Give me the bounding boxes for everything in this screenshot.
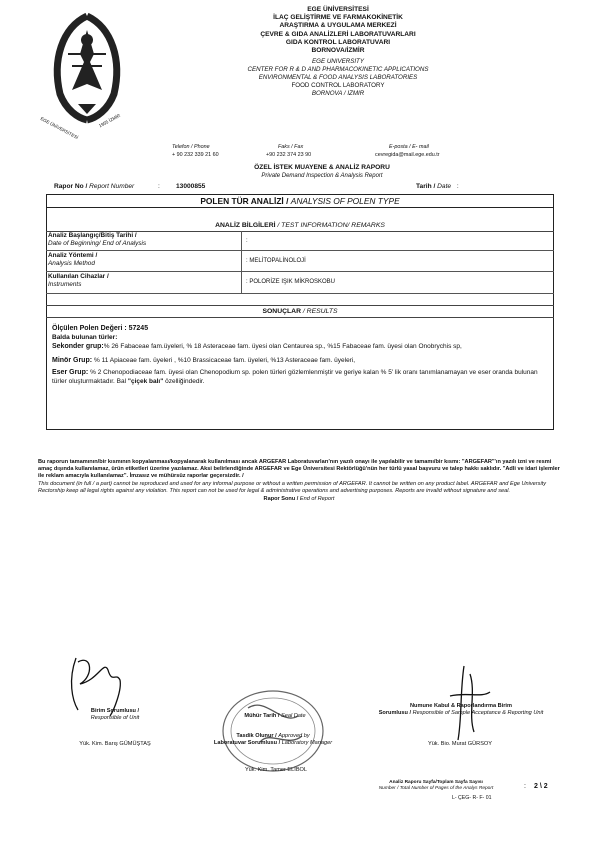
phone-label: Telefon / Phone <box>172 144 210 150</box>
header-en-line: EGE UNIVERSITY <box>312 58 364 65</box>
fax-label: Faks / Fax <box>278 144 304 150</box>
approve-tr: Tasdik Olunur / <box>236 733 279 739</box>
header-tr-line: EGE ÜNİVERSİTESİ <box>307 6 369 13</box>
end-tr: Rapor Sonu / <box>263 496 300 503</box>
page-info-en: Number / Total Number of Pages of the Analys Report <box>378 786 494 792</box>
info-label-en: Date of Beginning/ End of Analysis <box>48 239 147 247</box>
form-code: L- ÇEG- R- F- 01 <box>452 795 492 801</box>
info-heading-en: / TEST INFORMATION/ REMARKS <box>275 222 385 229</box>
report-number: 13000855 <box>176 183 206 190</box>
found-types: Balda bulunan türler: <box>52 333 118 341</box>
logo-left-text: EGE ÜNİVERSİTESİ <box>39 116 80 141</box>
header-en-line: BORNOVA / IZMIR <box>311 90 365 97</box>
info-value: : POLORİZE IŞIK MİKROSKOBU <box>241 272 554 293</box>
results-heading-tr: SONUÇLAR <box>262 308 301 315</box>
fax-value: +90 232 374 23 90 <box>266 152 312 158</box>
header-turkish <box>40 6 596 55</box>
title-tr: POLEN TÜR ANALİZİ / <box>200 196 291 206</box>
report-no-colon: : <box>158 183 160 190</box>
disclaimer-en: This document (in full / a part) cannot be reproduced and used for any informal purpose or without a written permission of ARGEFAR. It cannot be written on any product label. ARGEFAR and Ege University Rectorship keep all legal rights against any violation. This report can not be used for legal & administrative operations and advertising purposes. Reports are invalid without signature and seal. <box>38 480 547 494</box>
secondary-text: % 26 Fabaceae fam.üyeleri, % 18 Asteraceae fam. üyesi olan Centaurea sp., %15 Fabaceae fam. üyesi olan Onobrychis sp, <box>103 342 462 350</box>
signature-sample <box>440 662 500 742</box>
unit-title-tr: Birim Sorumlusu / <box>90 708 140 714</box>
disclaimer <box>38 459 560 503</box>
secondary-group <box>52 343 546 352</box>
page-info-tr: Analiz Raporu Sayfa/Toplam Sayfa Sayısı <box>389 780 483 785</box>
contact-fax <box>266 143 311 159</box>
date-label-en: Date <box>437 183 452 190</box>
official-seal <box>218 686 328 776</box>
approve-en: Approved by <box>278 733 310 739</box>
email-value: cevregida@mail.ege.edu.tr <box>375 152 440 158</box>
sample-title-tr-2: Sorumlusu / <box>378 710 413 716</box>
info-row-dates <box>46 231 554 251</box>
sample-block <box>368 703 554 717</box>
header-en-line: ENVIRONMENTAL & FOOD ANALYSIS LABORATORIES <box>258 74 418 81</box>
trace-text-2: özelliğindedir. <box>163 377 205 385</box>
info-label <box>46 231 241 248</box>
info-label-en: Instruments <box>48 280 82 288</box>
contact-phone <box>172 143 219 159</box>
minor-group <box>52 357 546 366</box>
unit-title-en: Responsible of Unit <box>90 715 140 721</box>
header-tr-line: ARAŞTIRMA & UYGULAMA MERKEZİ <box>279 22 397 30</box>
trace-text-1: % 2 Chenopodiaceae fam. üyesi olan Chenopodium sp. polen türleri gözlemlenmiştir ve geriye kalan % 5' lik oranı tanımlanamayan ve eser oranda bulunan türler oluşturmaktadır. Bal <box>52 369 538 385</box>
header-en-line: CENTER FOR R & D AND PHARMACOKINETIC APPLICATIONS <box>247 66 429 73</box>
unit-person: Yük. Kim. Barış GÜMÜŞTAŞ <box>79 741 151 747</box>
phone-value: + 90 232 339 21 60 <box>172 152 219 158</box>
report-no-label: Rapor No / <box>54 183 90 190</box>
approval-block <box>188 733 358 747</box>
header-tr-line: ÇEVRE & GIDA ANALİZLERİ LABORATUVARLARI <box>260 30 416 38</box>
info-label-tr: Kullanılan Cihazlar / <box>48 273 109 280</box>
header-english <box>40 58 596 98</box>
info-heading-tr: ANALİZ BİLGİLERİ <box>215 222 276 229</box>
date-colon: : <box>456 183 459 190</box>
info-value: : <box>241 231 554 250</box>
page-info <box>336 780 536 793</box>
minor-text: % 11 Apiaceae fam. üyeleri , %10 Brassicaceae fam. üyeleri, %13 Asteraceae fam. üyeleri, <box>94 357 356 365</box>
info-value: : MELİTOPALİNOLOJİ <box>241 251 554 271</box>
seal-date <box>210 713 340 720</box>
seal-date-tr: Mühür Tarih / <box>244 713 281 719</box>
seal-date-en: Seal Date <box>281 713 306 719</box>
report-no-label-en: Report Number <box>89 183 135 190</box>
page-number: 2 \ 2 <box>534 783 548 790</box>
contact-email <box>375 143 440 159</box>
logo-right-text: 1955 İZMİR <box>98 112 122 129</box>
info-label-en: Analysis Method <box>48 259 95 267</box>
minor-label: Minör Grup: <box>52 357 94 365</box>
lab-en: Laboratory Manager <box>281 740 333 746</box>
pollen-value: Ölçülen Polen Değeri : 57245 <box>52 325 149 332</box>
sample-title-tr: Numune Kabul & Raporlandırma Birim <box>410 703 512 709</box>
unit-block <box>50 708 180 722</box>
header-tr-line: İLAÇ GELİŞTİRME VE FARMAKOKİNETİK <box>273 14 403 22</box>
info-row-instruments <box>46 272 554 294</box>
info-label-tr: Analiz Başlangıç/Bitiş Tarihi / <box>48 232 137 239</box>
report-number-row <box>54 183 544 190</box>
header-en-line: FOOD CONTROL LABORATORY <box>291 82 385 89</box>
email-label: E-posta / E- mail <box>389 144 429 150</box>
title-en: ANALYSIS OF POLEN TYPE <box>290 196 400 206</box>
info-row-method <box>46 251 554 272</box>
sample-title-en: Responsible of Sample Acceptance & Reporting Unit <box>412 710 544 716</box>
end-of-report <box>38 496 560 503</box>
trace-group <box>52 369 546 387</box>
end-en: End of Report <box>299 496 335 503</box>
results-body <box>52 325 546 387</box>
info-label <box>46 251 241 268</box>
header-tr-line: GIDA KONTROL LABORATUVARI <box>285 38 391 46</box>
page-number-colon: : <box>524 783 526 790</box>
info-label <box>46 272 241 289</box>
report-type: ÖZEL İSTEK MUAYENE & ANALİZ RAPORU <box>254 164 390 171</box>
info-label-tr: Analiz Yöntemi / <box>48 252 98 259</box>
report-type-en: Private Demand Inspection & Analysis Report <box>261 173 383 179</box>
results-heading <box>46 305 554 318</box>
report-title <box>46 195 554 208</box>
disclaimer-tr: Bu raporun tamamının/bir kısmının kopyalanması/kopyalanarak kullanılması ancak ARGEFAR Laboratuvarları'nın yazılı onayı ile yapılabilir ve tamamı/bir kısmı: "ARGEFAR"'ın yazılı izni ve resmi amaç dışında kullanılamaz, ürün etiketleri üzerine yazılamaz. Aksi belirlendiğinde ARGEFAR ve Ege Üniversitesi Rektörlüğü'nün her türlü yasal başvuru ve talep hakkı saklıdır. "Adli ve idari işlemler ile reklam amacıyla kullanılamaz". İmzasız ve mühürsüz raporlar geçersizdir. / <box>38 459 560 480</box>
trace-label: Eser Grup: <box>52 369 91 377</box>
lab-tr: Laboratuvar Sorumlusu / <box>213 740 282 746</box>
lab-person: Yük. Kim. Tamer ELİBOL <box>244 767 308 773</box>
header-tr-line: BORNOVA/İZMİR <box>311 47 365 55</box>
trace-bold: "çiçek balı" <box>127 377 164 385</box>
results-heading-en: / RESULTS <box>301 308 338 315</box>
secondary-label: Sekonder grup: <box>52 342 104 350</box>
sample-person: Yük. Bio. Murat GÜRSOY <box>427 741 493 747</box>
info-table <box>46 231 554 296</box>
date-label: Tarih / <box>416 183 438 190</box>
report-date <box>416 183 459 190</box>
